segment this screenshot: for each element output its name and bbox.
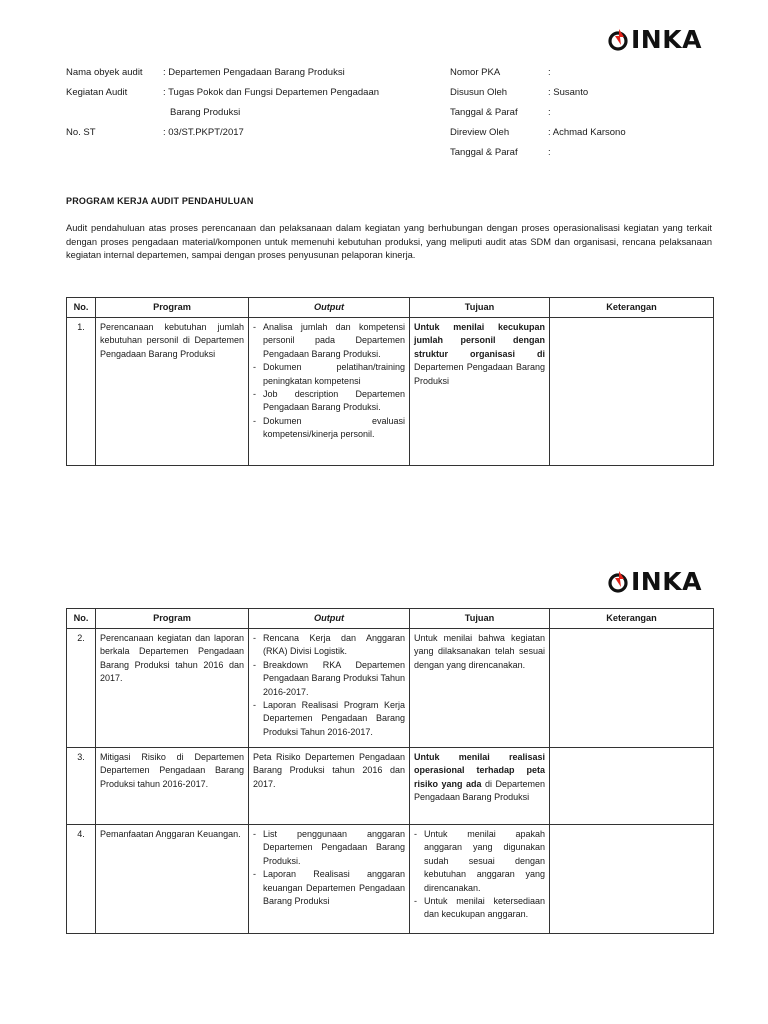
header-program: Program: [96, 609, 249, 629]
output-item: - Rencana Kerja dan Anggaran (RKA) Divisi Logistik.: [253, 633, 405, 657]
logo-text: INKA: [631, 25, 702, 54]
table-row: [67, 629, 714, 748]
output-item: - Analisa jumlah dan kompetensi personil pada Departemen Pengadaan Barang Produksi.: [253, 322, 405, 359]
row-tujuan: Untuk menilai kecukupan jumlah personil dengan struktur organisasi di Departemen Pengadaan Barang Produksi: [410, 318, 550, 466]
output-item: - Laporan Realisasi anggaran keuangan Departemen Pengadaan Barang Produksi: [253, 869, 405, 907]
row-program: Pemanfaatan Anggaran Keuangan.: [96, 825, 249, 934]
intro-paragraph: Audit pendahuluan atas proses perencanaan dan pelaksanaan dalam kegiatan yang berhubungan dengan proses operasionalisasi kegiatan yang terkait dengan proses pengadaan material/komponen untuk memenuhi kebutuhan produksi, yang meliputi audit atas SDM dan organisasi, rencana pelaksanaan kegiatan internal departemen, sampai dengan proses penyusunan pelaporan kinerja.: [66, 223, 712, 260]
row-keterangan: [550, 629, 714, 748]
meta-value: : Achmad Karsono: [548, 127, 626, 138]
header-keterangan: Keterangan: [550, 298, 714, 318]
meta-value: :: [548, 67, 551, 78]
row-output: [249, 629, 410, 748]
meta-label: Nama obyek audit: [66, 67, 143, 78]
output-item: - Laporan Realisasi Program Kerja Departemen Pengadaan Barang Produksi Tahun 2016-2017.: [253, 700, 405, 737]
meta-label: Tanggal & Paraf: [450, 147, 518, 158]
output-item: - Breakdown RKA Departemen Pengadaan Barang Produksi Tahun 2016-2017.: [253, 659, 405, 697]
row-program: Perencanaan kegiatan dan laporan berkala Departemen Pengadaan Barang Produksi tahun 2016 dan 2017.: [96, 629, 249, 748]
meta-value: : Tugas Pokok dan Fungsi Departemen Pengadaan: [163, 87, 380, 98]
row-output: [249, 318, 410, 466]
table-row: [67, 318, 714, 466]
row-program: Mitigasi Risiko di Departemen Departemen Pengadaan Barang Produksi tahun 2016-2017.: [96, 748, 249, 825]
row-keterangan: [550, 825, 714, 934]
header-no: No.: [67, 298, 96, 318]
row-no: 1.: [67, 318, 96, 466]
row-keterangan: [550, 318, 714, 466]
inka-emblem-icon: [607, 569, 629, 595]
table-header-row: [67, 298, 714, 318]
meta-value: Barang Produksi: [170, 107, 241, 118]
meta-label: No. ST: [66, 127, 96, 138]
meta-label: Direview Oleh: [450, 127, 510, 138]
header-no: No.: [67, 609, 96, 629]
output-item: - Job description Departemen Pengadaan Barang Produksi.: [253, 389, 405, 413]
output-item: - Dokumen evaluasi kompetensi/kinerja personil.: [253, 415, 405, 440]
meta-label: Disusun Oleh: [450, 87, 508, 98]
meta-value: :: [548, 107, 551, 118]
header-keterangan: Keterangan: [550, 609, 714, 629]
meta-label: Tanggal & Paraf: [450, 107, 518, 118]
row-tujuan: [410, 825, 550, 934]
tujuan-item: - Untuk menilai apakah anggaran yang digunakan sudah sesuai dengan kebutuhan anggaran yang direncanakan.: [414, 829, 545, 893]
output-item: - Dokumen pelatihan/training peningkatan kompetensi: [253, 362, 405, 386]
meta-value: : 03/ST.PKPT/2017: [163, 127, 244, 138]
row-no: 4.: [67, 825, 96, 934]
program-table-2: [66, 608, 714, 934]
meta-value: :: [548, 147, 551, 158]
row-output: Peta Risiko Departemen Pengadaan Barang Produksi tahun 2016 dan 2017.: [249, 748, 410, 825]
row-no: 3.: [67, 748, 96, 825]
inka-logo: [607, 26, 702, 54]
meta-label: Kegiatan Audit: [66, 87, 128, 98]
tujuan-item: - Untuk menilai ketersediaan dan kecukupan anggaran.: [414, 896, 545, 920]
row-program: Perencanaan kebutuhan jumlah kebutuhan personil di Departemen Pengadaan Barang Produksi: [96, 318, 249, 466]
header-output: Output: [249, 298, 410, 318]
inka-logo: [607, 568, 702, 596]
header-program: Program: [96, 298, 249, 318]
header-output: Output: [249, 609, 410, 629]
program-table-1: [66, 297, 714, 466]
logo-text: INKA: [631, 567, 702, 596]
header-tujuan: Tujuan: [410, 609, 550, 629]
row-tujuan: Untuk menilai bahwa kegiatan yang dilaksanakan telah sesuai dengan yang direncanakan.: [410, 629, 550, 748]
section-title: PROGRAM KERJA AUDIT PENDAHULUAN: [66, 196, 254, 206]
meta-label: Nomor PKA: [450, 67, 501, 78]
header-tujuan: Tujuan: [410, 298, 550, 318]
row-keterangan: [550, 748, 714, 825]
table-row: [67, 825, 714, 934]
meta-value: : Susanto: [548, 87, 589, 98]
meta-value: : Departemen Pengadaan Barang Produksi: [163, 67, 345, 78]
row-no: 2.: [67, 629, 96, 748]
row-output: [249, 825, 410, 934]
table-row: [67, 748, 714, 825]
row-tujuan: Untuk menilai realisasi operasional terhadap peta risiko yang ada di Departemen Pengadaan Barang Produksi: [410, 748, 550, 825]
output-item: - List penggunaan anggaran Departemen Pengadaan Barang Produksi.: [253, 829, 405, 866]
inka-emblem-icon: [607, 27, 629, 53]
table-header-row: [67, 609, 714, 629]
